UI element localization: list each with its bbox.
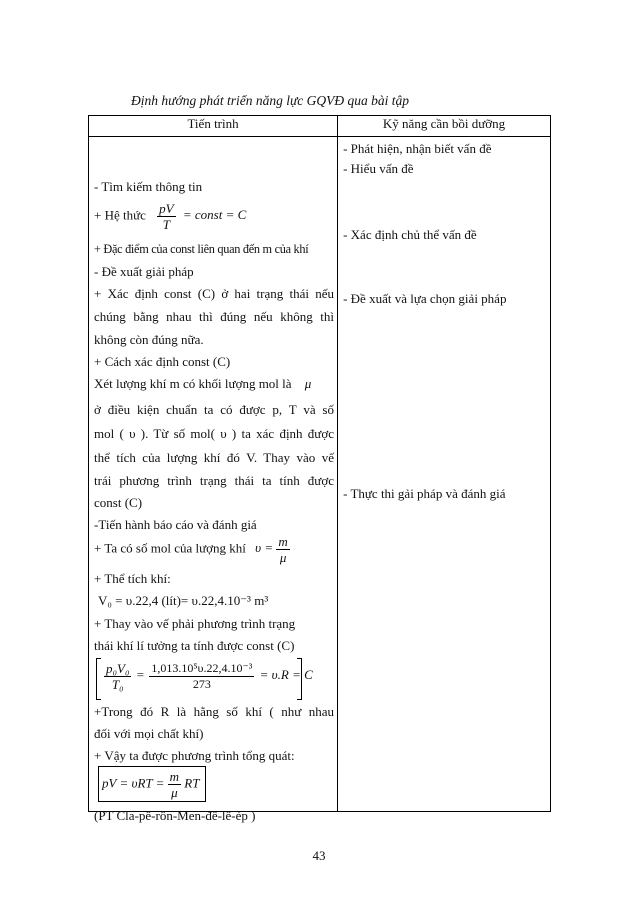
step-propose: - Đề xuất giải pháp [94,264,194,279]
text-line: ở điều kiện chuẩn ta có được p, T và số [94,402,334,417]
fraction-pv-t [157,201,175,232]
text-line: thái khí lí tưởng ta tính được const (C) [94,638,295,653]
fraction-p0v0-t0 [104,661,131,692]
text-line: const (C) [94,495,143,510]
text-line: +Trong đó R là hằng số khí ( như nhau [94,704,334,719]
fraction-numerator: 1,013.10⁵υ.22,4.10⁻³ [151,661,253,675]
header-skills: Kỹ năng cần bồi dưỡng [338,116,551,137]
left-bracket [96,658,101,700]
fraction-numerator: m [278,534,288,549]
fraction-denominator: 273 [192,677,211,691]
fraction-denominator: μ [279,550,287,565]
const-feature: + Đặc điểm của const liên quan đến m của khí [94,242,309,256]
text-line: + Xác định const (C) ở hai trạng thái nếu [94,286,334,301]
text-line: + Vậy ta được phương trình tổng quát: [94,748,295,763]
bracket-formula [96,658,313,698]
skill-item: - Hiểu vấn đề [343,161,414,176]
text-line: + Thể tích khí: [94,571,171,586]
formula-relation [94,201,246,232]
skill-item: - Thực thi gải pháp và đánh giá [343,486,506,501]
fraction-denominator: T₀ [111,677,124,692]
fraction-m-mu [276,534,289,565]
step-report: -Tiến hành báo cáo và đánh giá [94,517,257,532]
mole-formula [94,534,290,565]
text-line: trái phương trình trạng thái ta tính được [94,473,334,488]
skill-item: - Đề xuất và lựa chọn giải pháp [343,291,507,306]
text-line: không còn đúng nữa. [94,332,204,347]
equals-sign: = [136,667,145,683]
equation-name: (PT Cla-pê-rôn-Men-đê-lê-ép ) [94,808,256,823]
fraction-numeric [149,661,254,692]
skills-cell [338,137,551,812]
table-header-row [89,116,551,137]
fraction-numerator: pV [159,201,174,216]
fraction-m-mu [168,769,181,800]
fraction-denominator: μ [171,785,178,800]
text-span: + Ta có số mol của lượng khí [94,540,246,556]
table-body-row [89,137,551,812]
fraction-denominator: T [162,217,171,232]
equation-lhs: pV = υRT = [102,775,165,791]
text-line: mol ( υ ). Từ số mol( υ ) ta xác định được [94,426,334,441]
formula-rest: = υ.R = C [259,667,313,683]
header-process: Tiến trình [89,116,338,137]
method-table [88,115,551,823]
skill-item: - Xác định chủ thể vấn đề [343,227,477,242]
fraction-numerator: p₀V₀ [106,661,130,676]
text-line [94,376,311,392]
volume-formula: V₀ = υ.22,4 (lít)= υ.22,4.10⁻³ m³ [98,593,269,608]
formula-rest: = const = C [182,207,247,223]
skill-item: - Phát hiện, nhận biết vấn đề [343,141,492,156]
table-caption: Định hướng phát triển năng lực GQVĐ qua bài tập [131,93,410,108]
formula-lhs: υ = [255,540,274,556]
text-line: đối với mọi chất khí) [94,726,204,741]
fraction-numerator: m [169,769,180,784]
step-find-info: - Tìm kiếm thông tin [94,179,203,194]
text-line: + Cách xác định const (C) [94,354,231,369]
text-span: Xét lượng khí m có khối lượng mol là [94,376,292,391]
page-number: 43 [312,848,326,863]
general-equation-box [98,766,206,802]
text-line: thể tích của lượng khí đó V. Thay vào vế [94,450,334,465]
equation-rhs: RT [184,775,200,791]
text-line: chúng bằng nhau thì đúng nếu không thì [94,309,334,324]
text-line: + Thay vào vế phải phương trình trạng [94,616,296,631]
mu-symbol: μ [304,376,312,391]
formula-prefix: + Hệ thức [94,207,146,223]
process-cell [89,137,338,823]
